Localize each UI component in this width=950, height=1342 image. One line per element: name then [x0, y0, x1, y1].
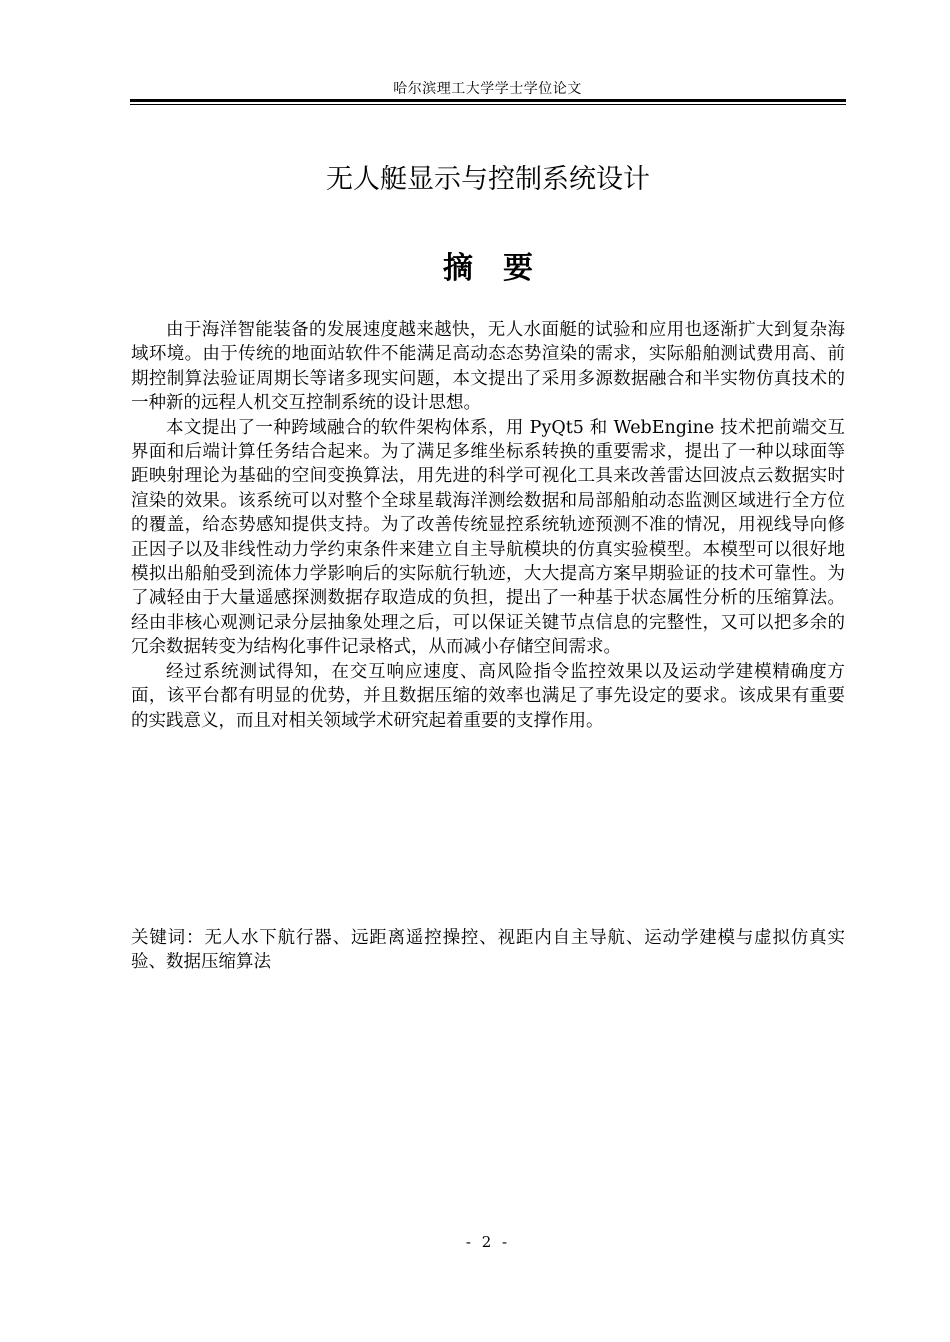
- running-header: 哈尔滨理工大学学士学位论文: [393, 81, 582, 97]
- document-title: 无人艇显示与控制系统设计: [326, 164, 650, 195]
- abstract-paragraph-1: 由于海洋智能装备的发展速度越来越快，无人水面艇的试验和应用也逐渐扩大到复杂海域环境。由于传统的地面站软件不能满足高动态态势渲染的需求，实际船舶测试费用高、前期控制算法验证周期长等诸多现实问题，本文提出了采用多源数据融合和半实物仿真技术的一种新的远程人机交互控制系统的设计思想。: [131, 320, 845, 414]
- keywords-text: 关键词：无人水下航行器、远距离遥控操控、视距内自主导航、运动学建模与虚拟仿真实验、数据压缩算法: [131, 928, 845, 973]
- header-rule-thick: [130, 99, 846, 102]
- abstract-body: [131, 318, 845, 733]
- keywords-section: [131, 926, 845, 975]
- header-rule-thin: [130, 104, 846, 105]
- abstract-paragraph-3: 经过系统测试得知，在交互响应速度、高风险指令监控效果以及运动学建模精确度方面，该平台都有明显的优势，并且数据压缩的效率也满足了事先设定的要求。该成果有重要的实践意义，而且对相关领域学术研究起着重要的支撑作用。: [131, 661, 845, 731]
- abstract-heading: 摘要: [443, 251, 563, 286]
- page-number: - 2 -: [465, 1233, 511, 1251]
- abstract-paragraph-2: 本文提出了一种跨域融合的软件架构体系，用 PyQt5 和 WebEngine 技术把前端交互界面和后端计算任务结合起来。为了满足多维坐标系转换的重要需求，提出了一种以球面等距映射理论为基础的空间变换算法，用先进的科学可视化工具来改善雷达回波点云数据实时渲染的效果。该系统可以对整个全球星载海洋测绘数据和局部船舶动态监测区域进行全方位的覆盖，给态势感知提供支持。为了改善传统显控系统轨迹预测不准的情况，用视线导向修正因子以及非线性动力学约束条件来建立自主导航模块的仿真实验模型。本模型可以很好地模拟出船舶受到流体力学影响后的实际航行轨迹，大大提高方案早期验证的技术可靠性。为了减轻由于大量遥感探测数据存取造成的负担，提出了一种基于状态属性分析的压缩算法。经由非核心观测记录分层抽象处理之后，可以保证关键节点信息的完整性，又可以把多余的冗余数据转变为结构化事件记录格式，从而减小存储空间需求。: [131, 417, 845, 658]
